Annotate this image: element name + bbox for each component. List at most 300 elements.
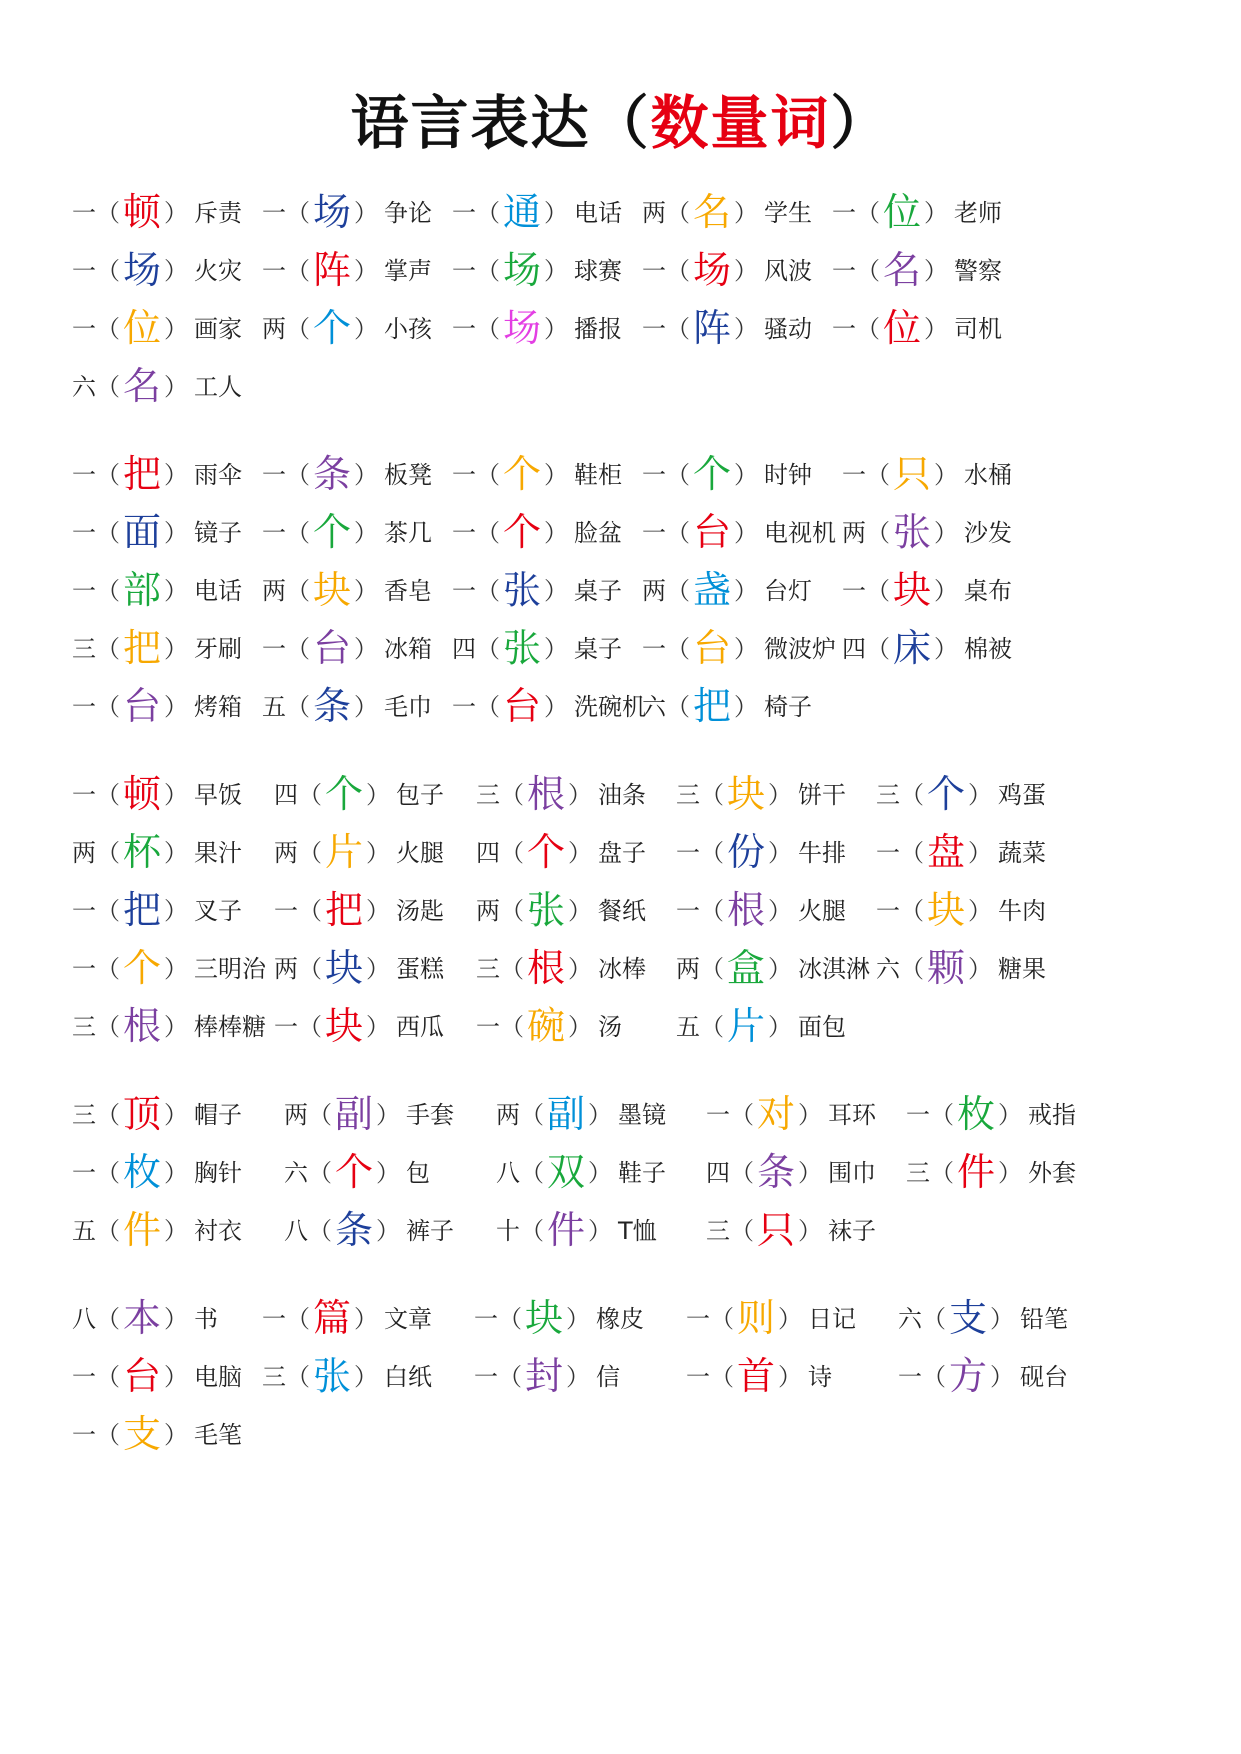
numeral: 一 <box>274 1013 298 1041</box>
close-paren: ） <box>366 897 391 925</box>
open-paren: （ <box>298 897 322 925</box>
close-paren: ） <box>778 1363 803 1391</box>
open-paren: （ <box>96 1363 120 1391</box>
classifier-entry <box>284 1202 454 1258</box>
noun-word: 棒棒糖 <box>194 1013 267 1041</box>
numeral: 两 <box>842 519 866 547</box>
noun-word: 牛肉 <box>998 897 1047 925</box>
close-paren: ） <box>568 897 593 925</box>
classifier-word: 顿 <box>123 190 162 234</box>
classifier-entry <box>72 940 266 996</box>
open-paren: （ <box>666 577 690 605</box>
open-paren: （ <box>96 839 120 867</box>
classifier-entry <box>676 882 846 938</box>
numeral: 两 <box>72 839 96 867</box>
numeral: 一 <box>72 577 96 605</box>
classifier-word: 场 <box>503 306 542 350</box>
classifier-entry <box>72 678 242 734</box>
open-paren: （ <box>96 1013 120 1041</box>
open-paren: （ <box>730 1159 754 1187</box>
noun-word: 板凳 <box>384 461 433 489</box>
noun-word: 三明治 <box>194 955 267 983</box>
classifier-word: 副 <box>547 1092 586 1136</box>
noun-word: 衬衣 <box>194 1217 243 1245</box>
noun-word: 时钟 <box>764 461 813 489</box>
noun-word: 铅笔 <box>1020 1305 1069 1333</box>
numeral: 一 <box>686 1305 710 1333</box>
classifier-word: 名 <box>123 364 162 408</box>
numeral: 一 <box>676 839 700 867</box>
noun-word: 小孩 <box>384 315 433 343</box>
classifier-word: 支 <box>949 1296 988 1340</box>
classifier-word: 床 <box>893 626 932 670</box>
noun-word: 骚动 <box>764 315 813 343</box>
noun-word: 争论 <box>384 199 433 227</box>
noun-word: 信 <box>596 1363 621 1391</box>
classifier-entry <box>642 678 812 734</box>
close-paren: ） <box>164 1217 189 1245</box>
open-paren: （ <box>500 897 524 925</box>
close-paren: ） <box>164 1421 189 1449</box>
close-paren: ） <box>164 461 189 489</box>
noun-word: 台灯 <box>764 577 813 605</box>
classifier-word: 双 <box>547 1150 586 1194</box>
close-paren: ） <box>164 1013 189 1041</box>
classifier-entry <box>676 824 846 880</box>
open-paren: （ <box>96 781 120 809</box>
classifier-word: 块 <box>325 946 364 990</box>
noun-word: 棉被 <box>964 635 1013 663</box>
close-paren: ） <box>568 955 593 983</box>
numeral: 一 <box>706 1101 730 1129</box>
numeral: 一 <box>474 1305 498 1333</box>
noun-word: 围巾 <box>828 1159 877 1187</box>
open-paren: （ <box>96 461 120 489</box>
open-paren: （ <box>866 635 890 663</box>
close-paren: ） <box>164 955 189 983</box>
open-paren: （ <box>500 955 524 983</box>
classifier-entry <box>72 358 242 414</box>
title-prefix: 语言表达 <box>350 89 591 157</box>
classifier-entry <box>474 1348 620 1404</box>
classifier-word: 张 <box>893 510 932 554</box>
numeral: 一 <box>72 955 96 983</box>
open-paren: （ <box>476 199 500 227</box>
open-paren: （ <box>286 461 310 489</box>
open-paren: （ <box>866 461 890 489</box>
classifier-entry <box>72 1406 242 1462</box>
close-paren: ） <box>164 315 189 343</box>
close-paren: ） <box>544 693 569 721</box>
open-paren: （ <box>476 257 500 285</box>
noun-word: 火腿 <box>798 897 847 925</box>
classifier-entry <box>72 300 242 356</box>
classifier-word: 个 <box>927 772 966 816</box>
close-paren: ） <box>354 577 379 605</box>
close-paren: ） <box>544 635 569 663</box>
noun-word: 盘子 <box>598 839 647 867</box>
close-paren: ） <box>566 1305 591 1333</box>
close-paren: ） <box>924 199 949 227</box>
close-paren: ） <box>164 1159 189 1187</box>
numeral: 一 <box>686 1363 710 1391</box>
numeral: 一 <box>906 1101 930 1129</box>
numeral: 五 <box>676 1013 700 1041</box>
numeral: 一 <box>452 461 476 489</box>
classifier-word: 片 <box>325 830 364 874</box>
classifier-entry <box>642 504 836 560</box>
classifier-word: 台 <box>693 510 732 554</box>
classifier-entry <box>686 1348 832 1404</box>
open-paren: （ <box>476 635 500 663</box>
page-title <box>0 88 1241 158</box>
classifier-word: 枚 <box>123 1150 162 1194</box>
open-paren: （ <box>666 315 690 343</box>
noun-word: 微波炉 <box>764 635 837 663</box>
open-paren: （ <box>96 1217 120 1245</box>
noun-word: 桌子 <box>574 635 623 663</box>
noun-word: 裤子 <box>406 1217 455 1245</box>
close-paren: ） <box>164 693 189 721</box>
open-paren: （ <box>710 1305 734 1333</box>
close-paren: ） <box>968 781 993 809</box>
numeral: 三 <box>876 781 900 809</box>
numeral: 两 <box>274 955 298 983</box>
noun-word: 冰淇淋 <box>798 955 871 983</box>
classifier-entry <box>72 1086 242 1142</box>
close-paren: ） <box>164 635 189 663</box>
classifier-word: 个 <box>313 510 352 554</box>
noun-word: 掌声 <box>384 257 433 285</box>
open-paren: （ <box>96 1421 120 1449</box>
open-paren: （ <box>96 1159 120 1187</box>
classifier-entry <box>832 184 1002 240</box>
classifier-word: 根 <box>727 888 766 932</box>
classifier-entry <box>842 504 1012 560</box>
open-paren: （ <box>900 839 924 867</box>
open-paren: （ <box>286 635 310 663</box>
classifier-word: 张 <box>503 626 542 670</box>
classifier-word: 对 <box>757 1092 796 1136</box>
close-paren: ） <box>768 839 793 867</box>
open-paren: （ <box>96 315 120 343</box>
noun-word: 沙发 <box>964 519 1013 547</box>
noun-word: 蔬菜 <box>998 839 1047 867</box>
close-paren: ） <box>354 635 379 663</box>
close-paren: ） <box>366 839 391 867</box>
classifier-entry <box>496 1086 666 1142</box>
noun-word: 牙刷 <box>194 635 243 663</box>
open-paren: （ <box>700 897 724 925</box>
numeral: 一 <box>72 461 96 489</box>
classifier-word: 条 <box>757 1150 796 1194</box>
open-paren: （ <box>856 315 880 343</box>
classifier-word: 条 <box>313 684 352 728</box>
open-paren: （ <box>520 1159 544 1187</box>
classifier-entry <box>474 1290 644 1346</box>
classifier-entry <box>72 824 242 880</box>
classifier-word: 条 <box>313 452 352 496</box>
classifier-entry <box>706 1144 876 1200</box>
classifier-entry <box>686 1290 856 1346</box>
numeral: 六 <box>72 373 96 401</box>
numeral: 一 <box>452 577 476 605</box>
classifier-word: 根 <box>527 772 566 816</box>
numeral: 三 <box>262 1363 286 1391</box>
classifier-word: 封 <box>525 1354 564 1398</box>
classifier-word: 场 <box>123 248 162 292</box>
close-paren: ） <box>924 315 949 343</box>
open-paren: （ <box>96 897 120 925</box>
close-paren: ） <box>354 693 379 721</box>
open-paren: （ <box>500 1013 524 1041</box>
close-paren: ） <box>354 1363 379 1391</box>
classifier-entry <box>452 504 622 560</box>
classifier-word: 阵 <box>313 248 352 292</box>
close-paren: ） <box>768 781 793 809</box>
close-paren: ） <box>544 519 569 547</box>
classifier-word: 副 <box>335 1092 374 1136</box>
classifier-entry <box>72 1202 242 1258</box>
classifier-entry <box>452 562 622 618</box>
close-paren: ） <box>354 519 379 547</box>
close-paren: ） <box>354 199 379 227</box>
classifier-entry <box>452 242 622 298</box>
open-paren: （ <box>96 577 120 605</box>
open-paren: （ <box>500 781 524 809</box>
close-paren: ） <box>366 1013 391 1041</box>
numeral: 一 <box>842 577 866 605</box>
open-paren: （ <box>700 781 724 809</box>
classifier-word: 方 <box>949 1354 988 1398</box>
close-paren: ） <box>366 955 391 983</box>
noun-word: 烤箱 <box>194 693 243 721</box>
open-paren: （ <box>710 1363 734 1391</box>
close-paren: ） <box>164 577 189 605</box>
noun-word: 司机 <box>954 315 1003 343</box>
classifier-entry <box>452 300 622 356</box>
open-paren: （ <box>286 315 310 343</box>
numeral: 一 <box>842 461 866 489</box>
classifier-entry <box>72 242 242 298</box>
classifier-word: 块 <box>727 772 766 816</box>
close-paren: ） <box>990 1305 1015 1333</box>
open-paren: （ <box>666 199 690 227</box>
open-paren: （ <box>96 1305 120 1333</box>
numeral: 一 <box>72 1159 96 1187</box>
classifier-word: 阵 <box>693 306 732 350</box>
numeral: 三 <box>906 1159 930 1187</box>
numeral: 四 <box>274 781 298 809</box>
classifier-entry <box>72 1144 242 1200</box>
classifier-entry <box>284 1144 430 1200</box>
classifier-word: 顿 <box>123 772 162 816</box>
numeral: 一 <box>262 461 286 489</box>
close-paren: ） <box>588 1159 613 1187</box>
noun-word: 戒指 <box>1028 1101 1077 1129</box>
classifier-entry <box>906 1086 1076 1142</box>
classifier-entry <box>876 940 1046 996</box>
classifier-entry <box>476 882 646 938</box>
classifier-word: 个 <box>313 306 352 350</box>
noun-word: 风波 <box>764 257 813 285</box>
noun-word: 橡皮 <box>596 1305 645 1333</box>
classifier-word: 个 <box>335 1150 374 1194</box>
numeral: 一 <box>876 839 900 867</box>
numeral: 一 <box>72 199 96 227</box>
open-paren: （ <box>286 577 310 605</box>
classifier-word: 则 <box>737 1296 776 1340</box>
title-close-paren: ） <box>830 89 891 157</box>
classifier-entry <box>476 824 646 880</box>
open-paren: （ <box>96 199 120 227</box>
open-paren: （ <box>520 1101 544 1129</box>
classifier-entry <box>72 882 242 938</box>
noun-word: 画家 <box>194 315 243 343</box>
classifier-entry <box>496 1202 657 1258</box>
close-paren: ） <box>768 897 793 925</box>
open-paren: （ <box>922 1363 946 1391</box>
classifier-entry <box>476 998 622 1054</box>
noun-word: 早饭 <box>194 781 243 809</box>
open-paren: （ <box>286 693 310 721</box>
classifier-word: 把 <box>325 888 364 932</box>
classifier-word: 张 <box>527 888 566 932</box>
classifier-word: 场 <box>503 248 542 292</box>
noun-word: 砚台 <box>1020 1363 1069 1391</box>
open-paren: （ <box>96 693 120 721</box>
classifier-word: 根 <box>123 1004 162 1048</box>
noun-word: 警察 <box>954 257 1003 285</box>
numeral: 一 <box>262 1305 286 1333</box>
noun-word: 帽子 <box>194 1101 243 1129</box>
noun-word: 球赛 <box>574 257 623 285</box>
open-paren: （ <box>476 315 500 343</box>
numeral: 一 <box>72 519 96 547</box>
classifier-entry <box>72 620 242 676</box>
close-paren: ） <box>568 781 593 809</box>
noun-word: 耳环 <box>828 1101 877 1129</box>
close-paren: ） <box>588 1101 613 1129</box>
numeral: 四 <box>706 1159 730 1187</box>
noun-word: 火腿 <box>396 839 445 867</box>
classifier-entry <box>898 1348 1068 1404</box>
close-paren: ） <box>734 693 759 721</box>
classifier-word: 块 <box>893 568 932 612</box>
classifier-word: 场 <box>693 248 732 292</box>
classifier-entry <box>452 678 646 734</box>
noun-word: 果汁 <box>194 839 243 867</box>
close-paren: ） <box>734 257 759 285</box>
classifier-entry <box>476 940 646 996</box>
numeral: 一 <box>72 693 96 721</box>
numeral: 一 <box>642 635 666 663</box>
close-paren: ） <box>164 199 189 227</box>
open-paren: （ <box>930 1159 954 1187</box>
noun-word: 西瓜 <box>396 1013 445 1041</box>
numeral: 一 <box>452 199 476 227</box>
classifier-word: 台 <box>123 684 162 728</box>
classifier-word: 件 <box>123 1208 162 1252</box>
close-paren: ） <box>164 1363 189 1391</box>
noun-word: 播报 <box>574 315 623 343</box>
close-paren: ） <box>544 315 569 343</box>
close-paren: ） <box>164 257 189 285</box>
classifier-entry <box>842 446 1012 502</box>
classifier-entry <box>832 300 1002 356</box>
noun-word: 包子 <box>396 781 445 809</box>
noun-word: 脸盆 <box>574 519 623 547</box>
classifier-word: 根 <box>527 946 566 990</box>
close-paren: ） <box>354 1305 379 1333</box>
classifier-word: 个 <box>527 830 566 874</box>
classifier-entry <box>262 300 432 356</box>
noun-word: 诗 <box>808 1363 833 1391</box>
close-paren: ） <box>734 577 759 605</box>
classifier-entry <box>72 562 242 618</box>
close-paren: ） <box>934 461 959 489</box>
numeral: 两 <box>642 199 666 227</box>
noun-word: 学生 <box>764 199 813 227</box>
noun-word: 糖果 <box>998 955 1047 983</box>
close-paren: ） <box>998 1159 1023 1187</box>
classifier-entry <box>642 300 812 356</box>
classifier-entry <box>842 620 1012 676</box>
classifier-entry <box>876 824 1046 880</box>
open-paren: （ <box>286 257 310 285</box>
classifier-entry <box>274 940 444 996</box>
numeral: 一 <box>72 315 96 343</box>
noun-word: 胸针 <box>194 1159 243 1187</box>
numeral: 一 <box>476 1013 500 1041</box>
classifier-entry <box>452 620 622 676</box>
classifier-word: 片 <box>727 1004 766 1048</box>
numeral: 一 <box>642 257 666 285</box>
classifier-entry <box>676 766 846 822</box>
open-paren: （ <box>700 839 724 867</box>
numeral: 一 <box>72 1363 96 1391</box>
classifier-word: 把 <box>693 684 732 728</box>
classifier-entry <box>284 1086 454 1142</box>
close-paren: ） <box>376 1217 401 1245</box>
numeral: 三 <box>476 955 500 983</box>
classifier-entry <box>676 940 870 996</box>
classifier-entry <box>72 998 266 1054</box>
close-paren: ） <box>734 519 759 547</box>
noun-word: 茶几 <box>384 519 433 547</box>
classifier-word: 盒 <box>727 946 766 990</box>
numeral: 六 <box>642 693 666 721</box>
numeral: 一 <box>676 897 700 925</box>
close-paren: ） <box>164 519 189 547</box>
numeral: 五 <box>72 1217 96 1245</box>
close-paren: ） <box>934 635 959 663</box>
close-paren: ） <box>734 315 759 343</box>
noun-word: 汤 <box>598 1013 623 1041</box>
noun-word: 镜子 <box>194 519 243 547</box>
close-paren: ） <box>990 1363 1015 1391</box>
classifier-entry <box>642 562 812 618</box>
numeral: 一 <box>474 1363 498 1391</box>
close-paren: ） <box>354 315 379 343</box>
title-open-paren: （ <box>590 89 651 157</box>
classifier-entry <box>642 242 812 298</box>
classifier-entry <box>274 998 444 1054</box>
classifier-entry <box>72 1290 218 1346</box>
open-paren: （ <box>866 577 890 605</box>
classifier-word: 篇 <box>313 1296 352 1340</box>
open-paren: （ <box>308 1217 332 1245</box>
